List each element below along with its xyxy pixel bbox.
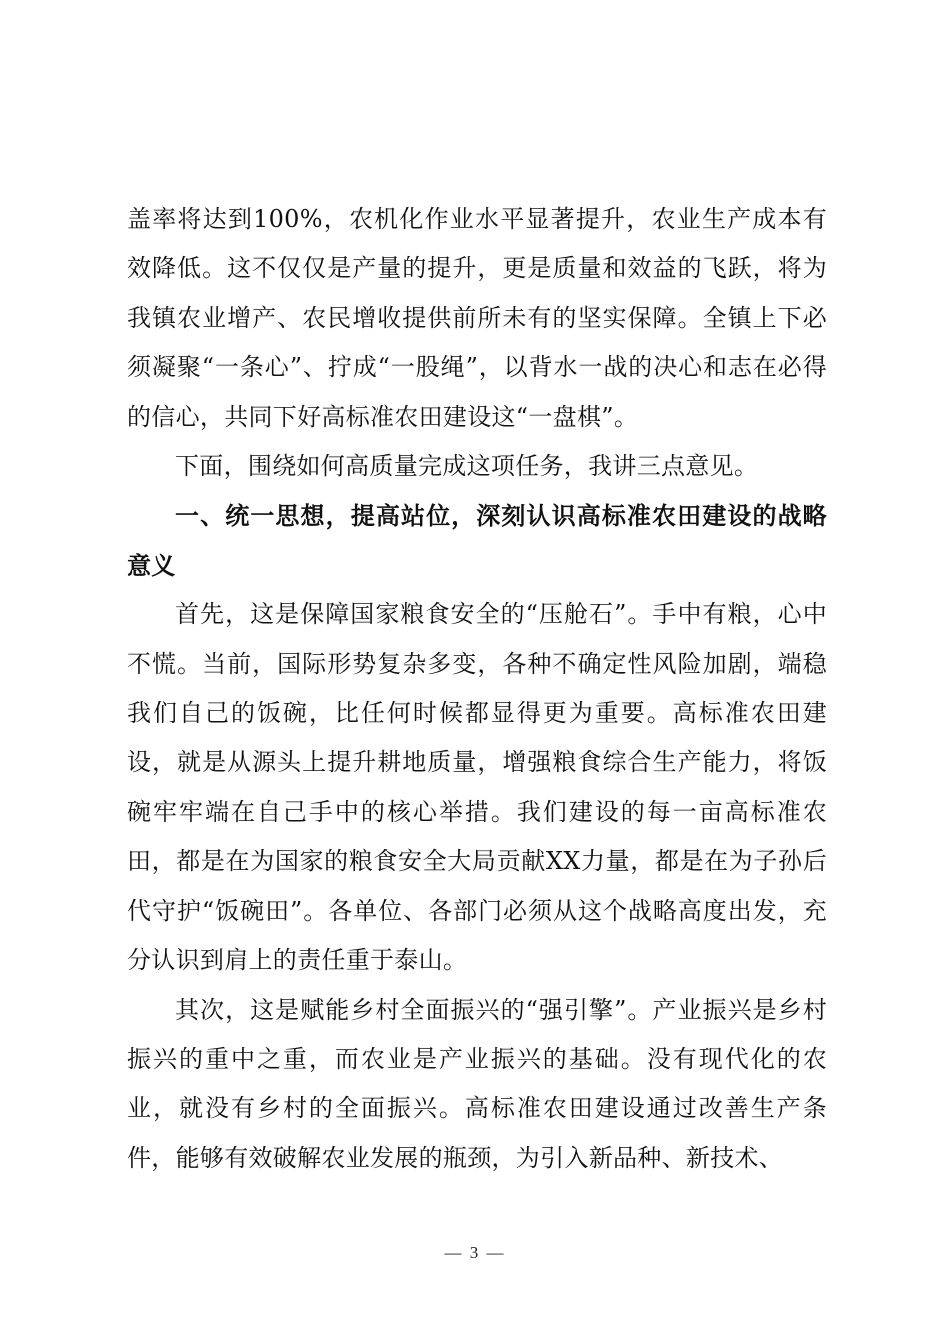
page-number: — 3 —: [444, 1243, 506, 1262]
section-heading-1: 一、统一思想，提高站位，深刻认识高标准农田建设的战略意义: [127, 501, 827, 580]
paragraph-continuation: 盖率将达到100%，农机化作业水平显著提升，农业生产成本有效降低。这不仅仅是产量的提升，更是质量和效益的飞跃，将为我镇农业增产、农民增收提供前所未有的坚实保障。全镇上下必须凝聚“一条心”、拧成“一股绳”，以背水一战的决心和志在必得的信心，共同下好高标准农田建设这“一盘棋”。: [127, 205, 827, 431]
paragraph-intro: 下面，围绕如何高质量完成这项任务，我讲三点意见。: [175, 452, 759, 481]
paragraph-first-point: 首先，这是保障国家粮食安全的“压舱石”。手中有粮，心中不慌。当前，国际形势复杂多变，各种不确定性风险加剧，端稳我们自己的饭碗，比任何时候都显得更为重要。高标准农田建设，就是从源头上提升耕地质量，增强粮食综合生产能力，将饭碗牢牢端在自己手中的核心举措。我们建设的每一亩高标准农田，都是在为国家的粮食安全大局贡献XX力量，都是在为子孙后代守护“饭碗田”。各单位、各部门必须从这个战略高度出发，充分认识到肩上的责任重于泰山。: [127, 600, 827, 975]
paragraph-second-point: 其次，这是赋能乡村全面振兴的“强引擎”。产业振兴是乡村振兴的重中之重，而农业是产业振兴的基础。没有现代化的农业，就没有乡村的全面振兴。高标准农田建设通过改善生产条件，能够有效破解农业发展的瓶颈，为引入新品种、新技术、: [127, 995, 827, 1172]
document-body: [127, 195, 827, 1183]
